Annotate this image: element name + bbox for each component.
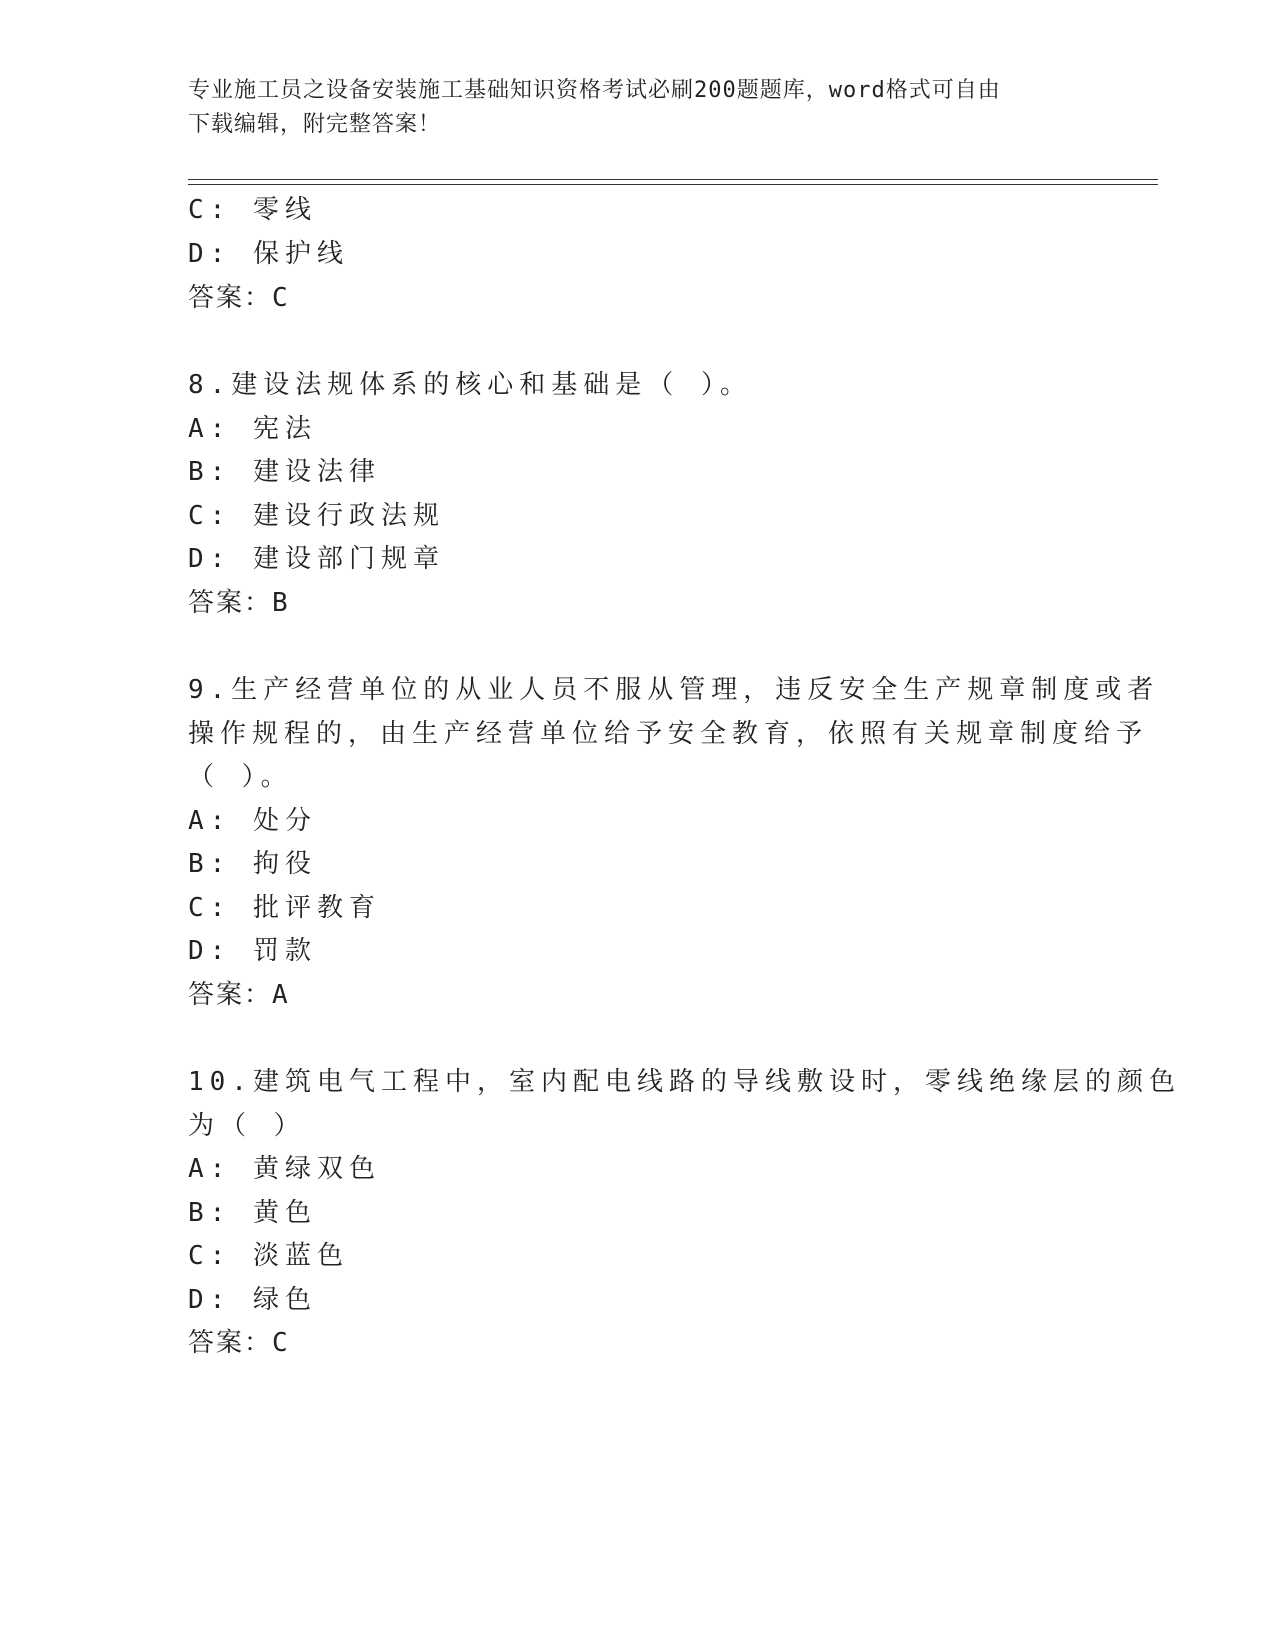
q8-option-d: D: 建设部门规章 <box>188 544 445 574</box>
header-divider-top <box>188 179 1158 180</box>
q9-option-a: A: 处分 <box>188 806 317 836</box>
q9-answer: 答案：A <box>188 980 290 1010</box>
q9-stem-line-1: 9.生产经营单位的从业人员不服从管理，违反安全生产规章制度或者 <box>188 675 1160 705</box>
q8-stem: 8.建设法规体系的核心和基础是（ ）。 <box>188 370 752 400</box>
q10-option-a: A: 黄绿双色 <box>188 1154 381 1184</box>
q10-answer: 答案：C <box>188 1328 290 1358</box>
q8-option-b: B: 建设法律 <box>188 457 381 487</box>
q10-option-d: D: 绿色 <box>188 1285 317 1315</box>
q10-stem-line-1: 10.建筑电气工程中，室内配电线路的导线敷设时，零线绝缘层的颜色 <box>188 1067 1181 1097</box>
header-divider-bottom <box>188 184 1158 185</box>
header-line-1: 专业施工员之设备安装施工基础知识资格考试必刷200题题库，word格式可自由 <box>188 78 1001 103</box>
q9-stem-line-2: 操作规程的，由生产经营单位给予安全教育，依照有关规章制度给予 <box>188 719 1149 749</box>
q10-option-c: C: 淡蓝色 <box>188 1241 349 1271</box>
q8-option-a: A: 宪法 <box>188 414 317 444</box>
prev-answer: 答案：C <box>188 283 290 313</box>
q9-option-b: B: 拘役 <box>188 849 317 879</box>
prev-option-d: D: 保护线 <box>188 239 349 269</box>
q9-option-c: C: 批评教育 <box>188 893 381 923</box>
q10-stem-line-2: 为（ ） <box>188 1111 306 1141</box>
header-line-2: 下载编辑，附完整答案！ <box>188 112 442 137</box>
q8-answer: 答案：B <box>188 588 290 618</box>
q8-option-c: C: 建设行政法规 <box>188 501 445 531</box>
q9-option-d: D: 罚款 <box>188 936 317 966</box>
q9-stem-line-3: （ ）。 <box>188 762 293 792</box>
document-header <box>188 74 1068 142</box>
q10-option-b: B: 黄色 <box>188 1198 317 1228</box>
prev-option-c: C: 零线 <box>188 195 317 225</box>
